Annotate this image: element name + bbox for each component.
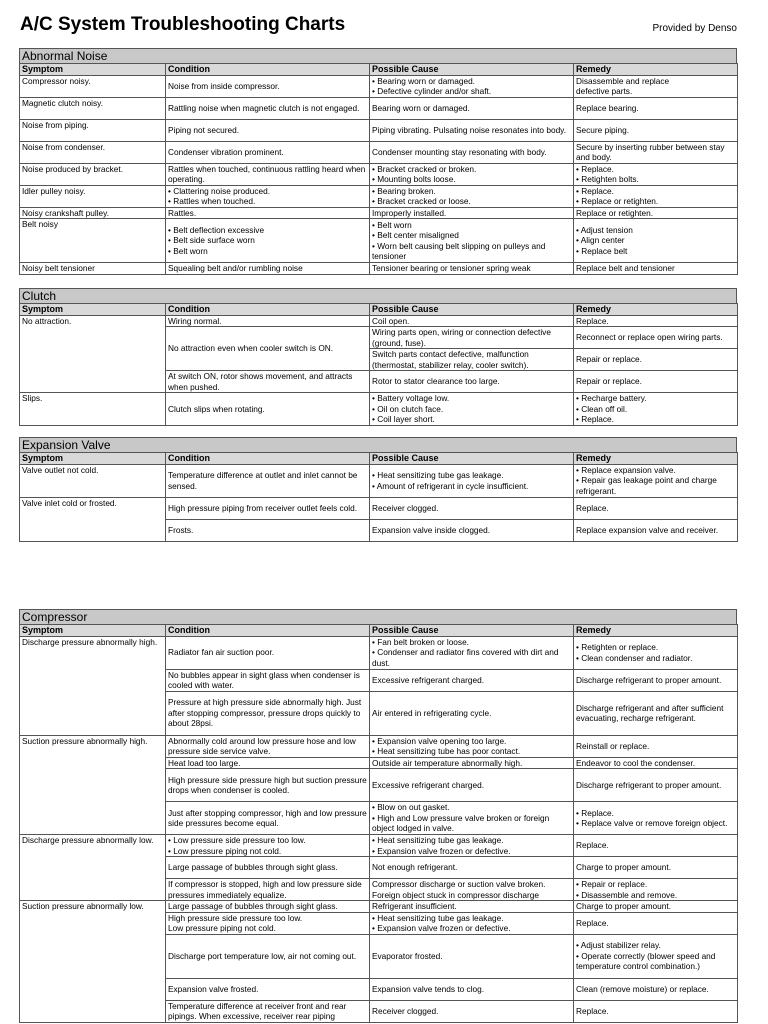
table-header-row	[20, 64, 738, 76]
table-row	[20, 185, 738, 207]
symptom-cell: Noisy belt tensioner	[20, 263, 166, 275]
remedy-cell	[574, 835, 738, 857]
cause-cell	[370, 263, 574, 275]
section-compressor	[19, 609, 737, 1023]
cause-line: Outside air temperature abnormally high.	[372, 757, 523, 768]
remedy-line: Discharge refrigerant to proper amount.	[576, 779, 722, 790]
cause-line: Piping vibrating. Pulsating noise resonates into body.	[372, 124, 567, 135]
remedy-cell	[574, 857, 738, 879]
column-header: Possible Cause	[370, 64, 574, 76]
cause-cell	[370, 75, 574, 97]
cause-line: Not enough refrigerant.	[372, 862, 458, 873]
remedy-line: • Retighten bolts.	[576, 174, 639, 184]
column-header: Remedy	[574, 625, 738, 637]
remedy-line: Repair or replace.	[576, 376, 642, 387]
condition-cell	[166, 757, 370, 769]
cause-line: • Worn belt causing belt slipping on pulleys and tensioner	[372, 240, 546, 261]
cause-line: • Bearing worn or damaged.	[372, 75, 475, 86]
remedy-line: Charge to proper amount.	[576, 862, 672, 873]
remedy-line: • Repair or replace.	[576, 879, 648, 889]
remedy-line: Clean (remove moisture) or replace.	[576, 983, 709, 994]
remedy-line: • Clean off oil.	[576, 403, 628, 414]
remedy-cell	[574, 636, 738, 669]
remedy-cell	[574, 219, 738, 263]
condition-line: Rattles when touched, continuous rattling heard when operating.	[168, 163, 366, 184]
column-header: Remedy	[574, 304, 738, 316]
remedy-line: Replace bearing.	[576, 102, 639, 113]
remedy-line: Replace or retighten.	[576, 207, 654, 218]
condition-cell	[166, 912, 370, 934]
table-row	[20, 315, 738, 327]
remedy-line: • Replace.	[576, 185, 614, 196]
remedy-line: Repair or replace.	[576, 354, 642, 365]
cause-line: Air entered in refrigerating cycle.	[372, 707, 492, 718]
cause-cell	[370, 497, 574, 519]
column-header: Remedy	[574, 453, 738, 465]
cause-cell	[370, 519, 574, 541]
cause-line: Excessive refrigerant charged.	[372, 674, 485, 685]
remedy-cell	[574, 802, 738, 835]
remedy-cell	[574, 497, 738, 519]
cause-line: • Condenser and radiator fins covered with dirt and dust.	[372, 647, 559, 668]
cause-line: • Heat sensitizing tube gas leakage.	[372, 912, 504, 923]
symptom-cell: Valve outlet not cold.	[20, 464, 166, 497]
remedy-cell	[574, 691, 738, 735]
table-row	[20, 735, 738, 757]
cause-cell	[370, 163, 574, 185]
cause-line: Foreign object stuck in compressor discharge	[372, 889, 539, 900]
column-header: Condition	[166, 625, 370, 637]
column-header: Symptom	[20, 64, 166, 76]
remedy-line: Replace.	[576, 502, 609, 513]
symptom-cell: Belt noisy	[20, 219, 166, 263]
cause-line: Coil open.	[372, 315, 410, 326]
remedy-line: • Replace or retighten.	[576, 196, 659, 206]
remedy-line: Replace.	[576, 1005, 609, 1016]
remedy-line: Replace belt and tensioner	[576, 263, 675, 273]
cause-cell	[370, 691, 574, 735]
cause-line: • Amount of refrigerant in cycle insufficient.	[372, 480, 529, 491]
cause-line: Improperly installed.	[372, 207, 447, 218]
condition-line: No attraction even when cooler switch is ON.	[168, 343, 334, 354]
remedy-cell	[574, 879, 738, 901]
cause-cell	[370, 735, 574, 757]
cause-cell	[370, 327, 574, 349]
condition-line: Heat load too large.	[168, 757, 241, 768]
cause-cell	[370, 879, 574, 901]
symptom-cell: Idler pulley noisy.	[20, 185, 166, 207]
cause-cell	[370, 97, 574, 119]
remedy-cell	[574, 393, 738, 426]
cause-cell	[370, 934, 574, 978]
cause-line: • Heat sensitizing tube gas leakage.	[372, 835, 504, 845]
remedy-line: • Replace valve or remove foreign object.	[576, 818, 728, 828]
remedy-cell	[574, 769, 738, 802]
symptom-cell: Slips.	[20, 393, 166, 426]
cause-line: • Coil layer short.	[372, 414, 435, 425]
condition-line: High pressure piping from receiver outlet feels cold.	[168, 502, 358, 513]
remedy-line: • Repair gas leakage point and charge refrigerant.	[576, 475, 717, 496]
column-header: Condition	[166, 64, 370, 76]
condition-line: Large passage of bubbles through sight glass.	[168, 862, 338, 873]
cause-line: Expansion valve tends to clog.	[372, 983, 485, 994]
cause-cell	[370, 464, 574, 497]
condition-line: Radiator fan air suction poor.	[168, 647, 275, 658]
cause-line: Refrigerant insufficient.	[372, 901, 457, 911]
condition-line: Noise from inside compressor.	[168, 80, 280, 91]
table-header-row	[20, 453, 738, 465]
condition-line: Expansion valve frosted.	[168, 983, 259, 994]
cause-cell	[370, 393, 574, 426]
remedy-line: • Operate correctly (blower speed and temperature control combination.)	[576, 950, 716, 972]
symptom-cell: Noise produced by bracket.	[20, 163, 166, 185]
symptom-cell: Discharge pressure abnormally high.	[20, 636, 166, 735]
condition-cell	[166, 978, 370, 1000]
condition-line: Abnormally cold around low pressure hose and low pressure side service valve.	[168, 735, 356, 756]
condition-line: Discharge port temperature low, air not coming out.	[168, 950, 357, 961]
remedy-line: • Replace expansion valve.	[576, 464, 676, 475]
page-title: A/C System Troubleshooting Charts	[20, 14, 346, 35]
condition-cell	[166, 141, 370, 163]
remedy-cell	[574, 75, 738, 97]
cause-cell	[370, 315, 574, 327]
remedy-line: Reconnect or replace open wiring parts.	[576, 332, 723, 343]
condition-line: If compressor is stopped, high and low pressure side pressures immediately equalize.	[168, 879, 362, 900]
table-row	[20, 141, 738, 163]
cause-cell	[370, 757, 574, 769]
cause-line: Receiver clogged.	[372, 1005, 439, 1016]
condition-line: • Low pressure side pressure too low.	[168, 835, 306, 845]
condition-cell	[166, 393, 370, 426]
section-abnormal-noise	[19, 48, 737, 275]
remedy-line: Charge to proper amount.	[576, 901, 672, 911]
condition-line: At switch ON, rotor shows movement, and attracts when pushed.	[168, 371, 353, 392]
remedy-line: • Adjust stabilizer relay.	[576, 940, 661, 951]
cause-cell	[370, 371, 574, 393]
condition-cell	[166, 207, 370, 219]
cause-line: Tensioner bearing or tensioner spring weak	[372, 263, 531, 273]
remedy-line: • Disassemble and remove.	[576, 889, 678, 900]
condition-cell	[166, 1000, 370, 1022]
remedy-line: • Adjust tension	[576, 224, 633, 235]
section-title: Abnormal Noise	[19, 48, 737, 63]
remedy-line: Disassemble and replace	[576, 75, 670, 86]
condition-cell	[166, 735, 370, 757]
remedy-line: Replace.	[576, 917, 609, 928]
remedy-cell	[574, 978, 738, 1000]
condition-cell	[166, 835, 370, 857]
table-row	[20, 97, 738, 119]
section-title: Clutch	[19, 288, 737, 303]
remedy-cell	[574, 934, 738, 978]
table-row	[20, 75, 738, 97]
condition-line: Wiring normal.	[168, 315, 222, 326]
condition-cell	[166, 163, 370, 185]
condition-cell	[166, 75, 370, 97]
remedy-line: Reinstall or replace.	[576, 740, 650, 751]
remedy-line: • Recharge battery.	[576, 393, 647, 404]
table-row	[20, 393, 738, 426]
troubleshooting-table	[19, 303, 738, 426]
condition-cell	[166, 263, 370, 275]
cause-cell	[370, 207, 574, 219]
remedy-line: • Replace belt	[576, 245, 628, 256]
cause-line: Excessive refrigerant charged.	[372, 779, 485, 790]
cause-line: • Expansion valve frozen or defective.	[372, 845, 511, 856]
cause-line: • Expansion valve opening too large.	[372, 735, 507, 746]
cause-line: • Belt worn	[372, 219, 412, 230]
condition-cell	[166, 691, 370, 735]
provider-credit: Provided by Denso	[652, 23, 737, 34]
remedy-cell	[574, 315, 738, 327]
cause-line: Receiver clogged.	[372, 502, 439, 513]
symptom-cell: Discharge pressure abnormally low.	[20, 835, 166, 901]
remedy-cell	[574, 163, 738, 185]
table-row	[20, 835, 738, 857]
troubleshooting-table	[19, 624, 738, 1023]
remedy-line: Replace.	[576, 840, 609, 851]
cause-cell	[370, 185, 574, 207]
remedy-line: • Replace.	[576, 807, 614, 818]
cause-line: Compressor discharge or suction valve broken.	[372, 879, 546, 889]
column-header: Remedy	[574, 64, 738, 76]
remedy-line: Replace expansion valve and receiver.	[576, 524, 719, 535]
remedy-cell	[574, 141, 738, 163]
remedy-line: • Clean condenser and radiator.	[576, 652, 693, 663]
cause-cell	[370, 636, 574, 669]
cause-line: • Bearing broken.	[372, 185, 436, 196]
condition-line: Large passage of bubbles through sight glass.	[168, 901, 338, 911]
remedy-cell	[574, 263, 738, 275]
remedy-line: Discharge refrigerant and after sufficient evacuating, recharge refrigerant.	[576, 702, 724, 723]
cause-cell	[370, 1000, 574, 1022]
condition-line: • Belt worn	[168, 245, 208, 256]
condition-cell	[166, 315, 370, 327]
column-header: Condition	[166, 304, 370, 316]
remedy-cell	[574, 185, 738, 207]
cause-line: Bearing worn or damaged.	[372, 102, 470, 113]
remedy-line: • Retighten or replace.	[576, 642, 659, 652]
remedy-line: Discharge refrigerant to proper amount.	[576, 674, 722, 685]
cause-line: • Defective cylinder and/or shaft.	[372, 86, 492, 96]
remedy-cell	[574, 901, 738, 913]
condition-line: • Rattles when touched.	[168, 196, 256, 206]
column-header: Possible Cause	[370, 625, 574, 637]
condition-cell	[166, 769, 370, 802]
symptom-cell: Valve inlet cold or frosted.	[20, 497, 166, 541]
table-row	[20, 219, 738, 263]
condition-cell	[166, 371, 370, 393]
cause-cell	[370, 901, 574, 913]
table-row	[20, 464, 738, 497]
remedy-cell	[574, 669, 738, 691]
condition-cell	[166, 327, 370, 371]
section-clutch	[19, 288, 737, 426]
remedy-cell	[574, 1000, 738, 1022]
table-row	[20, 263, 738, 275]
remedy-line: defective parts.	[576, 86, 633, 96]
condition-cell	[166, 497, 370, 519]
cause-line: Wiring parts open, wiring or connection defective (ground, fuse).	[372, 327, 551, 348]
cause-cell	[370, 141, 574, 163]
symptom-cell: Suction pressure abnormally high.	[20, 735, 166, 835]
cause-cell	[370, 912, 574, 934]
cause-line: • Expansion valve frozen or defective.	[372, 923, 511, 933]
remedy-cell	[574, 327, 738, 349]
remedy-cell	[574, 912, 738, 934]
cause-line: • Mounting bolts loose.	[372, 174, 456, 184]
symptom-cell: Suction pressure abnormally low.	[20, 901, 166, 1023]
table-header-row	[20, 625, 738, 637]
column-header: Condition	[166, 453, 370, 465]
cause-cell	[370, 669, 574, 691]
condition-cell	[166, 934, 370, 978]
cause-line: • High and Low pressure valve broken or foreign object lodged in valve.	[372, 812, 550, 834]
section-title: Compressor	[19, 609, 737, 624]
condition-line: Temperature difference at receiver front and rear pipings. When excessive, receiver rear piping	[168, 1000, 347, 1021]
cause-cell	[370, 769, 574, 802]
remedy-cell	[574, 349, 738, 371]
remedy-line: • Replace.	[576, 414, 614, 425]
condition-line: Rattles.	[168, 207, 197, 218]
condition-line: Temperature difference at outlet and inlet cannot be sensed.	[168, 470, 358, 491]
condition-cell	[166, 669, 370, 691]
column-header: Symptom	[20, 304, 166, 316]
condition-cell	[166, 97, 370, 119]
table-row	[20, 163, 738, 185]
cause-line: Condenser mounting stay resonating with body.	[372, 146, 547, 157]
condition-cell	[166, 464, 370, 497]
condition-line: High pressure side pressure too low.	[168, 912, 303, 923]
condition-line: Just after stopping compressor, high and low pressure side pressures become equal.	[168, 807, 367, 828]
cause-line: • Oil on clutch face.	[372, 403, 444, 414]
cause-cell	[370, 802, 574, 835]
table-row	[20, 901, 738, 913]
cause-line: Expansion valve inside clogged.	[372, 524, 491, 535]
condition-cell	[166, 802, 370, 835]
condition-line: Squealing belt and/or rumbling noise	[168, 263, 303, 273]
troubleshooting-table	[19, 452, 738, 542]
condition-cell	[166, 119, 370, 141]
cause-line: Evaporator frosted.	[372, 950, 443, 961]
symptom-cell: Magnetic clutch noisy.	[20, 97, 166, 119]
remedy-line: • Replace.	[576, 163, 614, 174]
cause-line: • Heat sensitizing tube gas leakage.	[372, 470, 504, 480]
condition-line: Pressure at high pressure side abnormally high. Just after stopping compressor, pressure drops quickly to about 28psi.	[168, 697, 362, 729]
table-row	[20, 207, 738, 219]
condition-cell	[166, 219, 370, 263]
symptom-cell: Noise from piping.	[20, 119, 166, 141]
remedy-cell	[574, 464, 738, 497]
cause-line: • Fan belt broken or loose.	[372, 636, 469, 647]
remedy-line: Endeavor to cool the condenser.	[576, 757, 696, 768]
cause-cell	[370, 119, 574, 141]
section-expansion-valve	[19, 437, 737, 542]
remedy-line: Secure piping.	[576, 124, 630, 135]
condition-line: • Low pressure piping not cold.	[168, 845, 282, 856]
cause-line: • Bracket cracked or broken.	[372, 163, 477, 174]
column-header: Possible Cause	[370, 453, 574, 465]
remedy-cell	[574, 371, 738, 393]
cause-cell	[370, 349, 574, 371]
table-row	[20, 497, 738, 519]
condition-line: Clutch slips when rotating.	[168, 403, 265, 414]
remedy-cell	[574, 97, 738, 119]
cause-line: Switch parts contact defective, malfunction (thermostat, stabilizer relay, cooler switch).	[372, 349, 529, 370]
cause-cell	[370, 219, 574, 263]
remedy-cell	[574, 207, 738, 219]
cause-line: • Blow on out gasket.	[372, 802, 450, 813]
table-header-row	[20, 304, 738, 316]
condition-line: Low pressure piping not cold.	[168, 923, 276, 933]
cause-cell	[370, 835, 574, 857]
condition-line: Rattling noise when magnetic clutch is not engaged.	[168, 102, 360, 113]
remedy-line: Secure by inserting rubber between stay and body.	[576, 141, 725, 162]
column-header: Symptom	[20, 625, 166, 637]
table-row	[20, 636, 738, 669]
cause-line: • Belt center misaligned	[372, 230, 459, 240]
condition-line: Piping not secured.	[168, 124, 240, 135]
column-header: Possible Cause	[370, 304, 574, 316]
condition-line: No bubbles appear in sight glass when condenser is cooled with water.	[168, 669, 360, 690]
remedy-line: Replace.	[576, 315, 609, 326]
remedy-line: • Align center	[576, 235, 625, 246]
cause-line: • Battery voltage low.	[372, 393, 450, 404]
cause-cell	[370, 857, 574, 879]
condition-line: • Clattering noise produced.	[168, 185, 271, 196]
condition-line: Condenser vibration prominent.	[168, 146, 284, 157]
table-row	[20, 119, 738, 141]
cause-line: • Bracket cracked or loose.	[372, 196, 471, 206]
condition-cell	[166, 185, 370, 207]
condition-line: • Belt deflection excessive	[168, 224, 265, 235]
condition-line: Frosts.	[168, 524, 194, 535]
condition-cell	[166, 857, 370, 879]
remedy-cell	[574, 519, 738, 541]
symptom-cell: Noisy crankshaft pulley.	[20, 207, 166, 219]
cause-line: Rotor to stator clearance too large.	[372, 376, 500, 387]
troubleshooting-table	[19, 63, 738, 275]
symptom-cell: No attraction.	[20, 315, 166, 393]
column-header: Symptom	[20, 453, 166, 465]
condition-cell	[166, 636, 370, 669]
condition-line: High pressure side pressure high but suction pressure drops when condenser is cooled.	[168, 774, 367, 795]
condition-line: • Belt side surface worn	[168, 235, 255, 246]
condition-cell	[166, 879, 370, 901]
remedy-cell	[574, 757, 738, 769]
cause-line: • Heat sensitizing tube has poor contact.	[372, 746, 521, 756]
condition-cell	[166, 519, 370, 541]
remedy-cell	[574, 119, 738, 141]
section-title: Expansion Valve	[19, 437, 737, 452]
condition-cell	[166, 901, 370, 913]
symptom-cell: Noise from condenser.	[20, 141, 166, 163]
remedy-cell	[574, 735, 738, 757]
symptom-cell: Compressor noisy.	[20, 75, 166, 97]
cause-cell	[370, 978, 574, 1000]
